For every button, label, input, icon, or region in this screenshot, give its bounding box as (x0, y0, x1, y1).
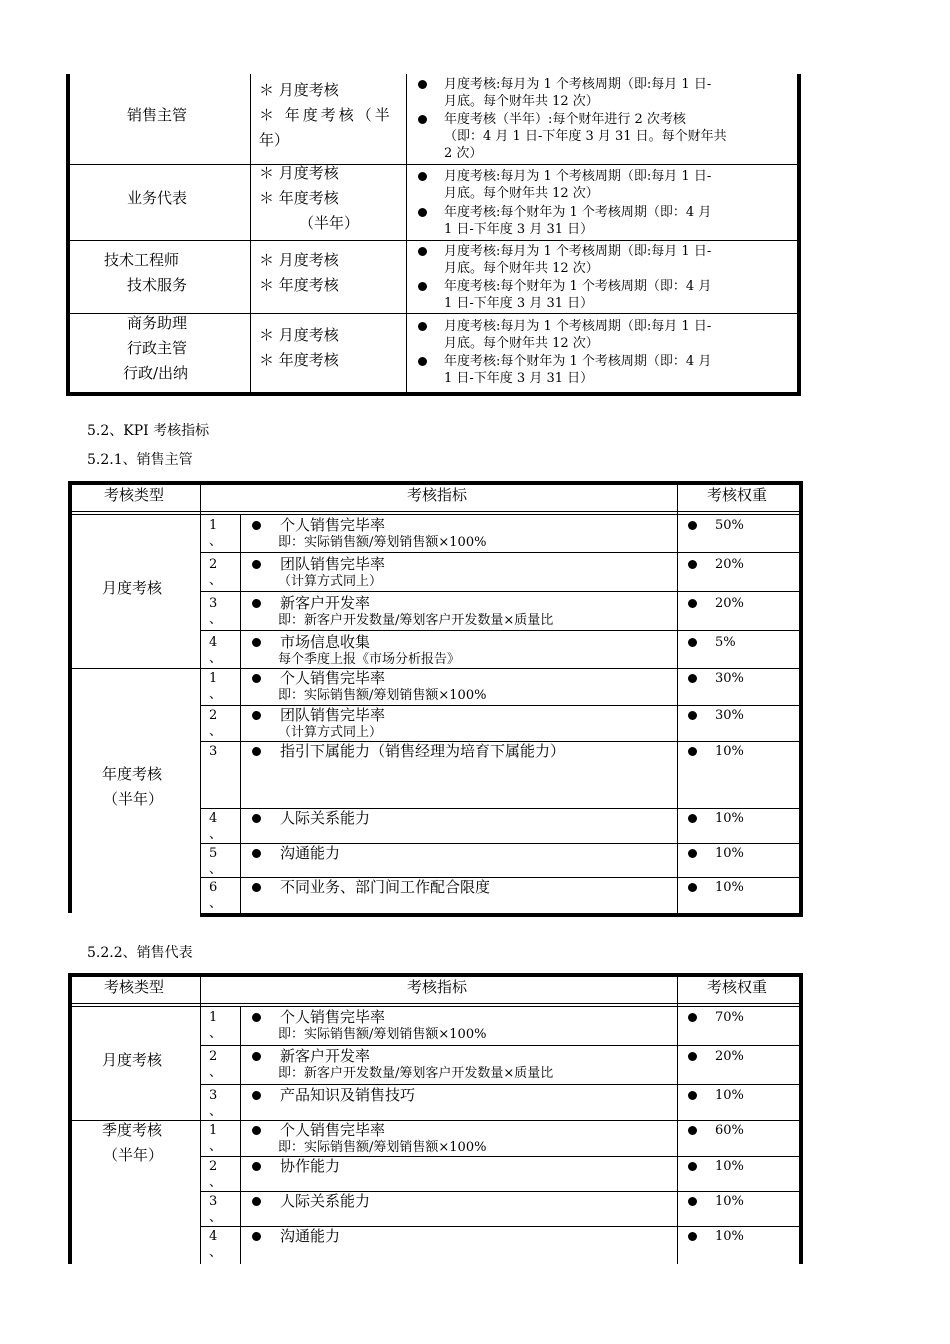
kpi-title: 个人销售完毕率 (280, 1008, 386, 1026)
bullet-icon (688, 1197, 697, 1206)
kpi-number: 4 (209, 1229, 218, 1244)
kpi-title: 指引下属能力（销售经理为培育下属能力） (280, 742, 566, 760)
cycle-type: 年） (259, 131, 290, 149)
kpi-weight: 30% (715, 708, 744, 723)
cycle-desc: 月度考核:每月为 1 个考核周期（即:每月 1 日- (444, 77, 712, 92)
kpi-weight: 10% (715, 1159, 744, 1174)
kpi-number-mark: 、 (209, 724, 223, 739)
bullet-icon (688, 638, 697, 647)
kpi-title: 沟通能力 (280, 844, 341, 862)
cycle-type: ＊ 月度考核 (259, 164, 339, 182)
bullet-icon (252, 849, 261, 858)
cycle-desc: 2 次） (444, 146, 483, 161)
cycle-type: ＊ 年度考核 (259, 276, 339, 294)
cycle-desc: 月底。每个财年共 12 次） (444, 261, 599, 276)
kpi-number-mark: 、 (209, 1175, 223, 1190)
bullet-icon (418, 80, 427, 89)
header-weight: 考核权重 (707, 486, 768, 504)
kpi-number: 1 (209, 518, 218, 533)
kpi-title: 团队销售完毕率 (280, 706, 386, 724)
kpi-number: 3 (209, 1088, 218, 1103)
bullet-icon (252, 1013, 261, 1022)
kpi-number: 3 (209, 744, 218, 759)
header-indicator: 考核指标 (407, 978, 468, 996)
cycle-desc: 年度考核:每个财年为 1 个考核周期（即：4 月 (444, 354, 712, 369)
bullet-icon (252, 599, 261, 608)
kpi-title: 新客户开发率 (280, 594, 371, 612)
kpi-title: 协作能力 (280, 1157, 341, 1175)
kpi-number: 3 (209, 596, 218, 611)
role-tech-service: 技术服务 (127, 276, 188, 294)
kpi-number: 2 (209, 708, 218, 723)
bullet-icon (418, 282, 427, 291)
bullet-icon (418, 357, 427, 366)
kpi-number-mark: 、 (209, 534, 223, 549)
kpi-weight: 10% (715, 880, 744, 895)
bullet-icon (252, 1197, 261, 1206)
cycle-desc: 月度考核:每月为 1 个考核周期（即:每月 1 日- (444, 169, 712, 184)
kpi-number: 3 (209, 1194, 218, 1209)
bullet-icon (252, 1232, 261, 1241)
kpi-number: 4 (209, 635, 218, 650)
header-type: 考核类型 (104, 486, 165, 504)
kpi-number-mark: 、 (209, 1245, 223, 1260)
kpi-number-mark: 、 (209, 1139, 223, 1154)
cycle-desc: 月底。每个财年共 12 次） (444, 336, 599, 351)
cycle-type: （半年） (299, 214, 360, 232)
kpi-number: 2 (209, 1159, 218, 1174)
kpi-number-mark: 、 (209, 1026, 223, 1041)
cycle-desc: 月底。每个财年共 12 次） (444, 186, 599, 201)
cycle-desc: 1 日-下年度 3 月 31 日） (444, 222, 594, 237)
kpi-detail: （计算方式同上） (278, 725, 383, 740)
bullet-icon (252, 1126, 261, 1135)
kpi-weight: 60% (715, 1123, 744, 1138)
kpi-number-mark: 、 (209, 862, 223, 877)
cycle-type: ＊ 年度考核 (259, 351, 339, 369)
cycle-desc: 年度考核（半年）:每个财年进行 2 次考核 (444, 112, 686, 127)
bullet-icon (688, 1013, 697, 1022)
cycle-desc: （即：4 月 1 日-下年度 3 月 31 日。每个财年共 (444, 129, 727, 144)
bullet-icon (688, 849, 697, 858)
bullet-icon (688, 711, 697, 720)
kpi-number-mark: 、 (209, 687, 223, 702)
header-indicator: 考核指标 (407, 486, 468, 504)
bullet-icon (252, 638, 261, 647)
group-label-annual-sub: （半年） (103, 790, 164, 808)
bullet-icon (688, 1126, 697, 1135)
kpi-title: 市场信息收集 (280, 633, 371, 651)
cycle-desc: 1 日-下年度 3 月 31 日） (444, 296, 594, 311)
kpi-weight: 50% (715, 518, 744, 533)
group-label-monthly: 月度考核 (102, 1051, 163, 1069)
group-label-monthly: 月度考核 (102, 579, 163, 597)
kpi-weight: 10% (715, 846, 744, 861)
kpi-title: 团队销售完毕率 (280, 555, 386, 573)
bullet-icon (252, 1091, 261, 1100)
kpi-number-mark: 、 (209, 1065, 223, 1080)
kpi-detail: 即：实际销售额/筹划销售额×100% (278, 1140, 487, 1155)
kpi-number: 4 (209, 811, 218, 826)
bullet-icon (688, 814, 697, 823)
bullet-icon (688, 1162, 697, 1171)
kpi-detail: 即：新客户开发数量/筹划客户开发数量×质量比 (278, 1066, 554, 1081)
bullet-icon (688, 1232, 697, 1241)
bullet-icon (252, 674, 261, 683)
kpi-title: 个人销售完毕率 (280, 669, 386, 687)
kpi-weight: 20% (715, 557, 744, 572)
bullet-icon (252, 711, 261, 720)
kpi-detail: （计算方式同上） (278, 574, 383, 589)
bullet-icon (418, 208, 427, 217)
bullet-icon (252, 814, 261, 823)
bullet-icon (252, 1052, 261, 1061)
kpi-number-mark: 、 (209, 827, 223, 842)
kpi-number-mark: 、 (209, 896, 223, 911)
kpi-detail: 即：实际销售额/筹划销售额×100% (278, 688, 487, 703)
kpi-detail: 即：实际销售额/筹划销售额×100% (278, 535, 487, 550)
kpi-number-mark: 、 (209, 1104, 223, 1119)
kpi-weight: 5% (715, 635, 736, 650)
bullet-icon (252, 747, 261, 756)
role-tech-engineer: 技术工程师 (104, 251, 180, 269)
section-heading: 5.2.2、销售代表 (87, 945, 193, 961)
kpi-detail: 即：新客户开发数量/筹划客户开发数量×质量比 (278, 613, 554, 628)
kpi-weight: 10% (715, 811, 744, 826)
group-label-quarterly: 季度考核 (102, 1121, 163, 1139)
cycle-desc: 年度考核:每个财年为 1 个考核周期（即：4 月 (444, 205, 712, 220)
bullet-icon (688, 883, 697, 892)
cycle-desc: 月底。每个财年共 12 次） (444, 94, 599, 109)
kpi-weight: 70% (715, 1010, 744, 1025)
kpi-detail: 即：实际销售额/筹划销售额×100% (278, 1027, 487, 1042)
kpi-number: 1 (209, 1010, 218, 1025)
kpi-title: 人际关系能力 (280, 1192, 371, 1210)
bullet-icon (688, 1091, 697, 1100)
role-business-rep: 业务代表 (127, 189, 188, 207)
bullet-icon (418, 247, 427, 256)
bullet-icon (688, 674, 697, 683)
kpi-title: 产品知识及销售技巧 (280, 1086, 416, 1104)
kpi-title: 个人销售完毕率 (280, 516, 386, 534)
cycle-type: ＊ 年度考核（半 (259, 106, 393, 124)
bullet-icon (252, 883, 261, 892)
kpi-weight: 20% (715, 596, 744, 611)
kpi-number: 1 (209, 1123, 218, 1138)
cycle-type: ＊ 月度考核 (259, 326, 339, 344)
section-heading: 5.2、KPI 考核指标 (87, 423, 210, 439)
cycle-type: ＊ 月度考核 (259, 251, 339, 269)
kpi-title: 个人销售完毕率 (280, 1121, 386, 1139)
kpi-number-mark: 、 (209, 573, 223, 588)
role-business-assistant: 商务助理 (127, 314, 188, 332)
header-type: 考核类型 (104, 978, 165, 996)
kpi-weight: 10% (715, 1229, 744, 1244)
cycle-type: ＊ 月度考核 (259, 81, 339, 99)
kpi-number: 2 (209, 557, 218, 572)
kpi-number-mark: 、 (209, 651, 223, 666)
cycle-desc: 1 日-下年度 3 月 31 日） (444, 371, 594, 386)
group-label-annual: 年度考核 (102, 765, 163, 783)
bullet-icon (688, 560, 697, 569)
section-heading: 5.2.1、销售主管 (87, 452, 193, 468)
kpi-number: 6 (209, 880, 218, 895)
cycle-desc: 月度考核:每月为 1 个考核周期（即:每月 1 日- (444, 244, 712, 259)
cycle-desc: 年度考核:每个财年为 1 个考核周期（即：4 月 (444, 279, 712, 294)
kpi-number-mark: 、 (209, 1210, 223, 1225)
kpi-weight: 10% (715, 1194, 744, 1209)
role-admin-cashier: 行政/出纳 (123, 364, 189, 382)
kpi-number-mark: 、 (209, 612, 223, 627)
bullet-icon (418, 115, 427, 124)
role-admin-supervisor: 行政主管 (127, 339, 188, 357)
kpi-title: 沟通能力 (280, 1227, 341, 1245)
bullet-icon (418, 322, 427, 331)
bullet-icon (688, 1052, 697, 1061)
kpi-title: 人际关系能力 (280, 809, 371, 827)
kpi-weight: 20% (715, 1049, 744, 1064)
kpi-weight: 10% (715, 744, 744, 759)
kpi-detail: 每个季度上报《市场分析报告》 (278, 652, 461, 667)
kpi-number: 1 (209, 671, 218, 686)
kpi-title: 不同业务、部门间工作配合限度 (280, 878, 491, 896)
bullet-icon (252, 560, 261, 569)
bullet-icon (418, 172, 427, 181)
group-label-quarterly-sub: （半年） (103, 1146, 164, 1164)
bullet-icon (252, 1162, 261, 1171)
bullet-icon (688, 521, 697, 530)
cycle-desc: 月度考核:每月为 1 个考核周期（即:每月 1 日- (444, 319, 712, 334)
bullet-icon (688, 599, 697, 608)
role-sales-supervisor: 销售主管 (127, 106, 188, 124)
kpi-number: 2 (209, 1049, 218, 1064)
kpi-weight: 10% (715, 1088, 744, 1103)
header-weight: 考核权重 (707, 978, 768, 996)
bullet-icon (252, 521, 261, 530)
kpi-weight: 30% (715, 671, 744, 686)
kpi-title: 新客户开发率 (280, 1047, 371, 1065)
kpi-number: 5 (209, 846, 218, 861)
cycle-type: ＊ 年度考核 (259, 189, 339, 207)
bullet-icon (688, 747, 697, 756)
